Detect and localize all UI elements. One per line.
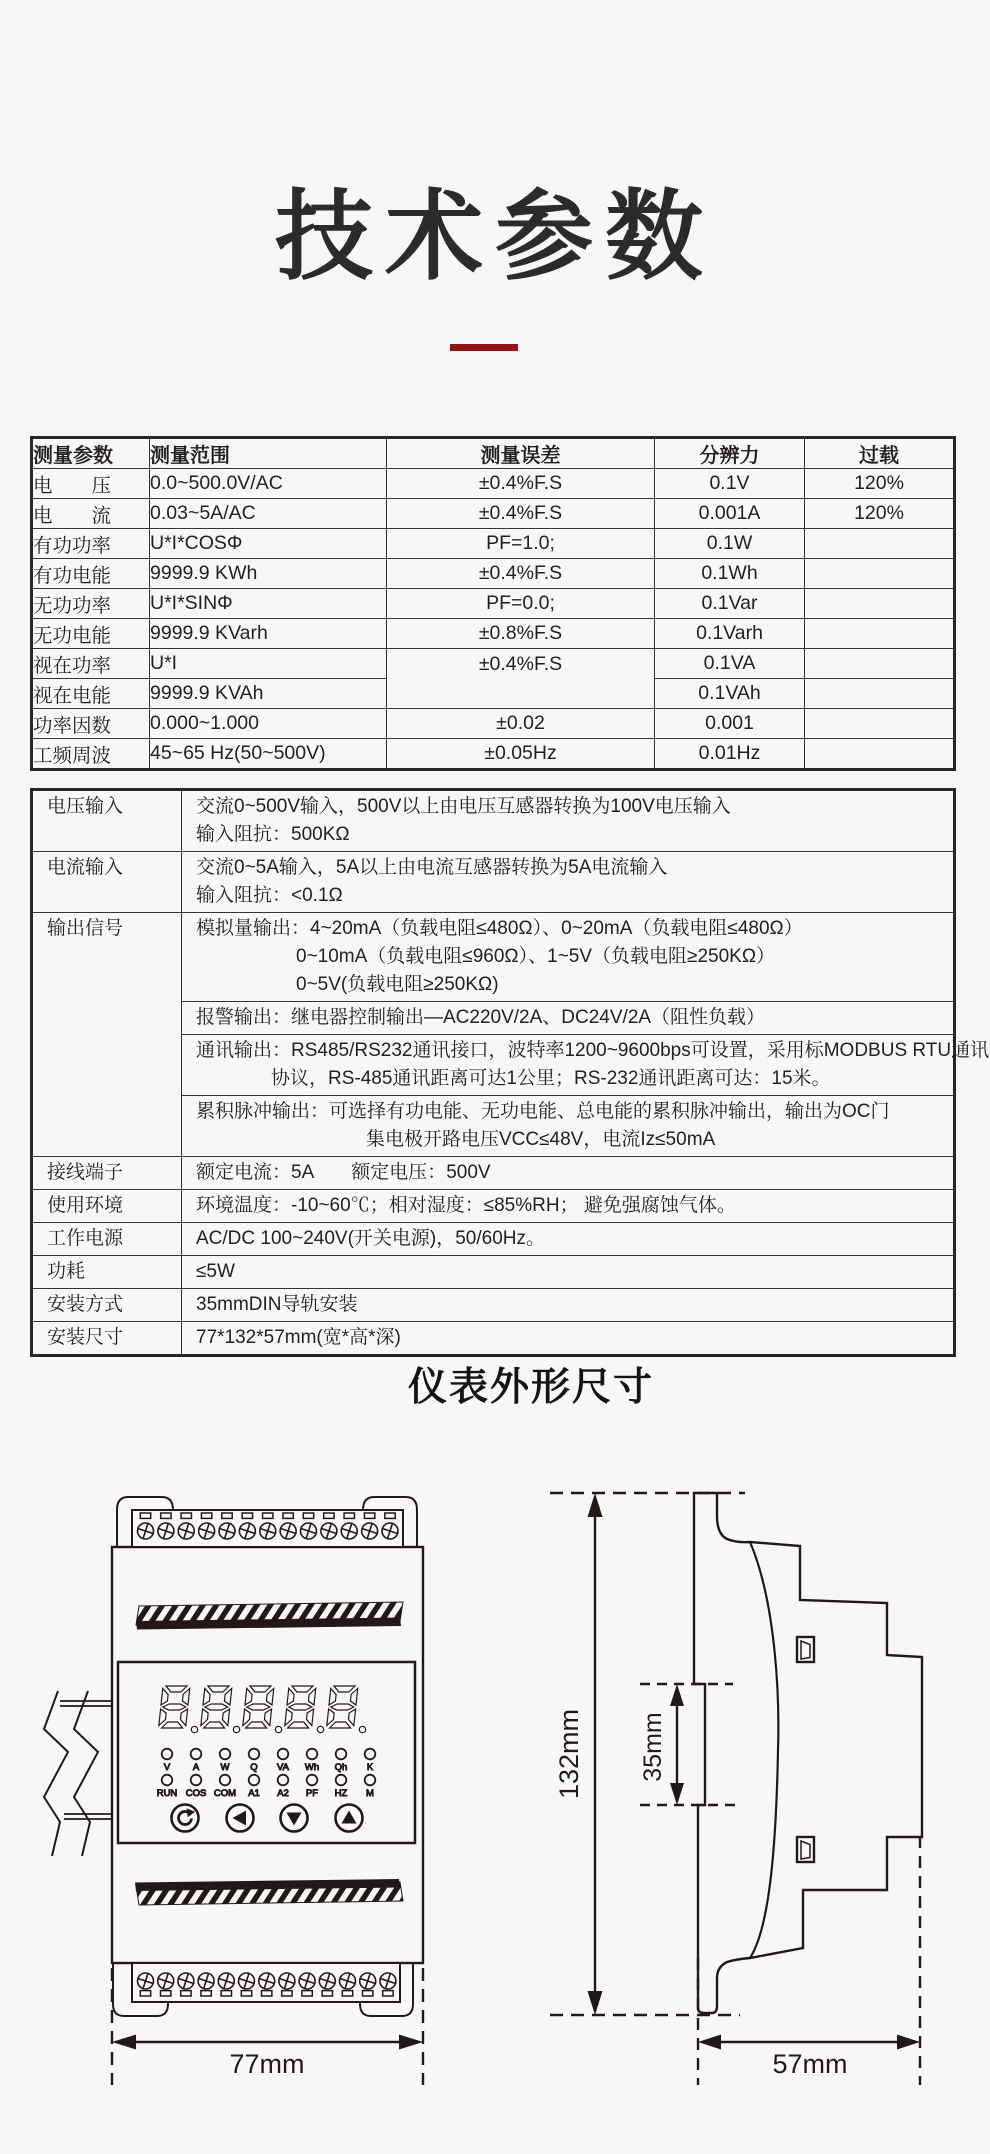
spec-line: ≤5W (196, 1261, 235, 1282)
spec-line: AC/DC 100~240V(开关电源)，50/60Hz。 (196, 1228, 545, 1249)
error-cell: ±0.4%F.S (387, 469, 655, 499)
terminal-slot (221, 1991, 231, 1996)
spec-line: 0~10mA（负载电阻≤960Ω）、1~5V（负载电阻≥250KΩ） (296, 946, 776, 967)
rail-clip (797, 1837, 814, 1862)
range-cell: U*I*SINΦ (150, 589, 387, 619)
vent-strip-lower (135, 1879, 403, 1905)
error-cell: PF=0.0; (387, 589, 655, 619)
decimal-point (317, 1726, 323, 1732)
spec-line: 输入阻抗：500KΩ (196, 824, 350, 845)
terminal-slot (241, 1991, 251, 1996)
led-label: RUN (156, 1788, 178, 1799)
spec-line: 集电极开路电压VCC≤48V，电流Iz≤50mA (366, 1129, 716, 1150)
led-label: M (366, 1788, 374, 1799)
dimensions-section-title: 仪表外形尺寸 (407, 1366, 654, 1409)
terminal-slot (140, 1991, 150, 1996)
terminal-slot (161, 1991, 171, 1996)
resolution-cell: 0.1Var (655, 589, 805, 619)
din-rail-icon (44, 1691, 112, 1856)
spec-label: 使用环境 (32, 1190, 182, 1223)
led-label: A (192, 1762, 200, 1773)
param-cell: 无功电能 (32, 619, 150, 649)
range-cell: U*I (150, 649, 387, 679)
resolution-cell: 0.01Hz (655, 739, 805, 770)
led-label: K (366, 1762, 374, 1773)
terminal-slot (324, 1513, 334, 1518)
side-profile (694, 1493, 922, 2013)
decimal-point (191, 1726, 197, 1732)
range-cell: 0.03~5A/AC (150, 499, 387, 529)
terminal-slot (322, 1991, 332, 1996)
segment-digit (243, 1686, 274, 1728)
terminal-slot (242, 1513, 252, 1518)
front-view (44, 1497, 423, 2085)
terminal-slot (383, 1991, 393, 1996)
param-cell: 有功电能 (32, 559, 150, 589)
range-cell: 0.000~1.000 (150, 709, 387, 739)
rail-clip (797, 1637, 814, 1662)
spec-line: 报警输出：继电器控制输出—AC220V/2A、DC24V/2A（阻性负载） (196, 1007, 766, 1028)
led-label: V (163, 1762, 171, 1773)
segment-digit (159, 1686, 190, 1728)
range-cell: 0.0~500.0V/AC (150, 469, 387, 499)
spec-label: 电压输入 (32, 790, 182, 852)
col-header-error: 测量误差 (387, 438, 655, 469)
side-view (550, 1493, 922, 2085)
terminal-slot (302, 1991, 312, 1996)
param-cell: 视在电能 (32, 679, 150, 709)
range-cell: 9999.9 KVarh (150, 619, 387, 649)
depth-dimension-label: 57mm (772, 2049, 848, 2079)
terminal-slot (283, 1513, 293, 1518)
led-label: COM (213, 1788, 237, 1799)
vent-strip-upper (136, 1602, 403, 1630)
led-label: HZ (334, 1788, 348, 1799)
decimal-point (233, 1726, 239, 1732)
spec-line: 77*132*57mm(宽*高*深) (196, 1327, 401, 1348)
resolution-cell: 0.001A (655, 499, 805, 529)
terminal-slot (282, 1991, 292, 1996)
resolution-cell: 0.1W (655, 529, 805, 559)
col-header-resolution: 分辨力 (655, 438, 805, 469)
range-cell: U*I*COSΦ (150, 529, 387, 559)
led-label: A2 (277, 1788, 289, 1799)
terminal-slot (140, 1513, 150, 1518)
resolution-cell: 0.1VA (655, 649, 805, 679)
led-label: VA (277, 1762, 289, 1773)
spec-line: 模拟量输出：4~20mA（负载电阻≤480Ω）、0~20mA（负载电阻≤480Ω） (196, 918, 803, 939)
spec-label: 电流输入 (32, 852, 182, 913)
spec-line: 通讯输出：RS485/RS232通讯接口，波特率1200~9600bps可设置，采用标MODBUS RTU通讯 (196, 1040, 990, 1061)
terminal-slot (344, 1513, 354, 1518)
spec-line: 0~5V(负载电阻≥250KΩ) (296, 974, 499, 995)
spec-line: 额定电流：5A 额定电压：500V (196, 1162, 491, 1183)
led-label: PF (305, 1788, 319, 1799)
range-cell: 9999.9 KWh (150, 559, 387, 589)
resolution-cell: 0.1V (655, 469, 805, 499)
param-cell: 有功功率 (32, 529, 150, 559)
overload-cell: 120% (805, 469, 955, 499)
segment-digit (327, 1686, 358, 1728)
range-cell: 45~65 Hz(50~500V) (150, 739, 387, 770)
param-cell: 工频周波 (32, 739, 150, 770)
spec-label: 输出信号 (32, 913, 182, 1157)
param-cell: 电 压 (32, 469, 150, 499)
height-dimension (588, 1493, 603, 2015)
led-label: Q (250, 1762, 258, 1773)
spec-line: 交流0~500V输入，500V以上由电压互感器转换为100V电压输入 (196, 796, 731, 817)
terminal-slot (303, 1513, 313, 1518)
error-cell: ±0.8%F.S (387, 619, 655, 649)
error-cell: ±0.4%F.S (387, 499, 655, 529)
error-cell-merged: ±0.4%F.S (387, 649, 655, 709)
led-label: Qh (334, 1762, 348, 1773)
segment-digit (201, 1686, 232, 1728)
side-profile-curve (750, 1542, 778, 1958)
decimal-point (275, 1726, 281, 1732)
spec-line: 累积脉冲输出：可选择有功电能、无功电能、总电能的累积脉冲输出，输出为OC门 (196, 1101, 890, 1122)
terminal-slot (363, 1991, 373, 1996)
led-label: A1 (248, 1788, 260, 1799)
resolution-cell: 0.001 (655, 709, 805, 739)
error-cell: PF=1.0; (387, 529, 655, 559)
param-cell: 功率因数 (32, 709, 150, 739)
led-label: W (220, 1762, 230, 1773)
page-title: 技术参数 (274, 181, 715, 291)
terminal-slot (181, 1513, 191, 1518)
param-cell: 无功功率 (32, 589, 150, 619)
spec-line: 35mmDIN导轨安装 (196, 1294, 358, 1315)
param-cell: 电 流 (32, 499, 150, 529)
resolution-cell: 0.1VAh (655, 679, 805, 709)
param-cell: 视在功率 (32, 649, 150, 679)
spec-line: 交流0~5A输入，5A以上由电流互感器转换为5A电流输入 (196, 857, 668, 878)
error-cell: ±0.05Hz (387, 739, 655, 770)
spec-label: 工作电源 (32, 1223, 182, 1256)
spec-label: 功耗 (32, 1256, 182, 1289)
col-header-range: 测量范围 (150, 438, 387, 469)
resolution-cell: 0.1Varh (655, 619, 805, 649)
range-cell: 9999.9 KVAh (150, 679, 387, 709)
terminal-slot (385, 1513, 395, 1518)
col-header-overload: 过载 (805, 438, 955, 469)
terminal-slot (364, 1513, 374, 1518)
spec-label: 接线端子 (32, 1157, 182, 1190)
segment-digit (285, 1686, 316, 1728)
error-cell: ±0.4%F.S (387, 559, 655, 589)
led-label: Wh (304, 1762, 320, 1773)
terminal-slot (263, 1513, 273, 1518)
spec-label: 安装尺寸 (32, 1322, 182, 1356)
led-label: COS (185, 1788, 207, 1799)
spec-line: 环境温度：-10~60℃；相对湿度：≤85%RH； 避免强腐蚀气体。 (196, 1195, 736, 1216)
terminal-slot (201, 1513, 211, 1518)
width-dimension-label: 77mm (229, 2049, 305, 2079)
rail-slot-dimension-label: 35mm (639, 1712, 667, 1782)
terminal-slot (342, 1991, 352, 1996)
terminal-slot (181, 1991, 191, 1996)
terminal-slot (201, 1991, 211, 1996)
terminal-slot (262, 1991, 272, 1996)
height-dimension-label: 132mm (554, 1708, 584, 1800)
decimal-point (359, 1726, 365, 1732)
error-cell: ±0.02 (387, 709, 655, 739)
terminal-slot (161, 1513, 171, 1518)
resolution-cell: 0.1Wh (655, 559, 805, 589)
col-header-param: 测量参数 (32, 438, 150, 469)
terminal-slot (222, 1513, 232, 1518)
spec-line: 输入阻抗：<0.1Ω (196, 885, 343, 906)
overload-cell: 120% (805, 499, 955, 529)
spec-line: 协议，RS-485通讯距离可达1公里；RS-232通讯距离可达：15米。 (271, 1068, 831, 1089)
spec-label: 安装方式 (32, 1289, 182, 1322)
